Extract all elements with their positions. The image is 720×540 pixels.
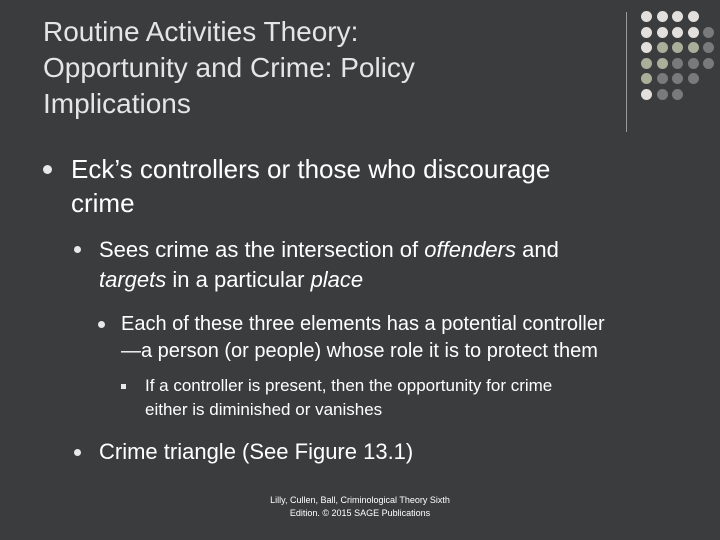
decorative-dot xyxy=(657,58,668,69)
text-span: Sees crime as the intersection of xyxy=(99,237,425,262)
bullet-level4-controller-present xyxy=(145,374,685,422)
text-line: Eck’s controllers or those who discourage xyxy=(71,154,551,184)
title-divider xyxy=(626,12,627,132)
decorative-dot xyxy=(688,73,699,84)
decorative-dot xyxy=(657,73,668,84)
footer-line: Edition. © 2015 SAGE Publications xyxy=(289,508,431,518)
decorative-dot xyxy=(672,89,683,100)
decorative-dot xyxy=(672,11,683,22)
decorative-dot xyxy=(657,27,668,38)
text-span: and xyxy=(516,237,559,262)
decorative-dot xyxy=(672,27,683,38)
decorative-dot xyxy=(657,89,668,100)
text-line xyxy=(99,235,699,265)
bullet-level2-intersection xyxy=(99,235,699,295)
footer-line: Lilly, Cullen, Ball, Criminological Theory Sixth xyxy=(270,495,450,505)
decorative-dot xyxy=(703,27,714,38)
text-span: in a particular xyxy=(166,267,311,292)
bullet-icon xyxy=(98,321,105,328)
emphasis-targets: targets xyxy=(99,267,167,292)
slide-title xyxy=(43,14,603,122)
decorative-dot xyxy=(641,58,652,69)
decorative-dot xyxy=(641,89,652,100)
text-line xyxy=(99,265,699,295)
decorative-dot xyxy=(641,11,652,22)
decorative-dot xyxy=(688,42,699,53)
bullet-level2-crime-triangle xyxy=(99,437,659,467)
text-line: crime xyxy=(71,188,135,218)
emphasis-offenders: offenders xyxy=(424,237,516,262)
decorative-dot xyxy=(672,58,683,69)
bullet-level3-elements xyxy=(121,311,701,365)
text-line: Each of these three elements has a potential controller xyxy=(121,313,605,335)
emphasis-place: place xyxy=(310,267,364,292)
text-line: Crime triangle (See Figure 13.1) xyxy=(99,439,414,464)
title-line-2: Opportunity and Crime: Policy xyxy=(43,52,415,83)
decorative-dot xyxy=(672,42,683,53)
text-line: If a controller is present, then the opportunity for crime xyxy=(145,376,553,395)
text-line: either is diminished or vanishes xyxy=(145,400,383,419)
decorative-dot xyxy=(688,27,699,38)
decorative-dot xyxy=(657,42,668,53)
decorative-dot xyxy=(703,42,714,53)
bullet-icon xyxy=(74,449,81,456)
bullet-icon xyxy=(74,246,81,253)
decorative-dot xyxy=(703,58,714,69)
decorative-dot xyxy=(688,11,699,22)
title-line-1: Routine Activities Theory: xyxy=(43,16,359,47)
title-line-3: Implications xyxy=(43,88,191,119)
decorative-dot xyxy=(688,58,699,69)
decorative-dot xyxy=(672,73,683,84)
decorative-dot xyxy=(641,42,652,53)
decorative-dot xyxy=(641,73,652,84)
decorative-dot-grid xyxy=(641,11,720,121)
decorative-dot xyxy=(657,11,668,22)
text-line: —a person (or people) whose role it is to protect them xyxy=(121,340,598,362)
bullet-icon xyxy=(43,165,52,174)
footer-citation xyxy=(240,494,480,520)
bullet-level1-controllers xyxy=(71,152,671,220)
square-bullet-icon xyxy=(121,384,126,389)
decorative-dot xyxy=(641,27,652,38)
